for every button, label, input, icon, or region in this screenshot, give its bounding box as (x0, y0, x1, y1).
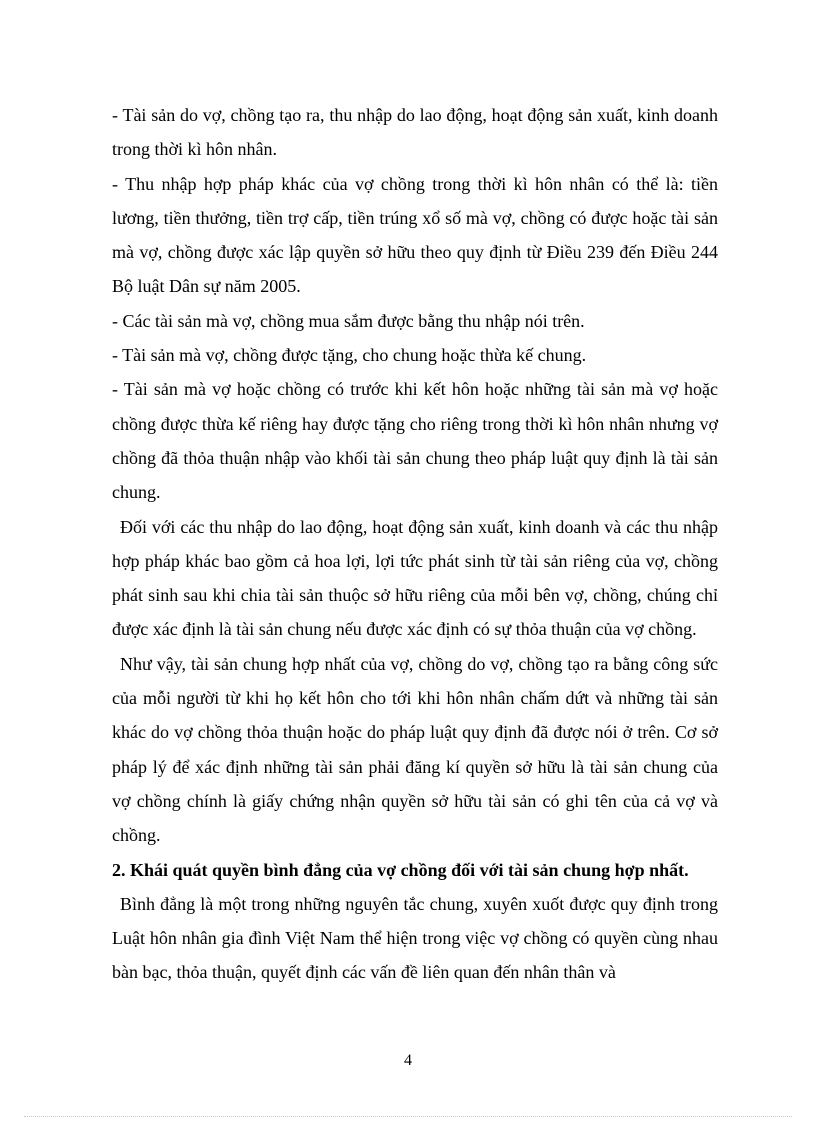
list-item: - Tài sản do vợ, chồng tạo ra, thu nhập do lao động, hoạt động sản xuất, kinh doanh trong thời kì hôn nhân. (112, 105, 718, 160)
list-item: - Thu nhập hợp pháp khác của vợ chồng trong thời kì hôn nhân có thể là: tiền lương, tiền thưởng, tiền trợ cấp, tiền trúng xổ số mà vợ, chồng có được hoặc tài sản mà vợ, chồng được xác lập quyền sở hữu theo quy định từ Điều 239 đến Điều 244 Bộ luật Dân sự năm 2005. (112, 173, 718, 297)
body-paragraph: Bình đẳng là một trong những nguyên tắc chung, xuyên xuốt được quy định trong Luật hôn nhân gia đình Việt Nam thể hiện trong việc vợ chồng có quyền cùng nhau bàn bạc, thỏa thuận, quyết định các vấn đề liên quan đến nhân thân và (112, 893, 718, 983)
page-number: 4 (404, 1052, 412, 1069)
list-item: - Tài sản mà vợ, chồng được tặng, cho chung hoặc thừa kế chung. (112, 345, 587, 366)
page-bottom-divider (24, 1116, 792, 1117)
list-item: - Tài sản mà vợ hoặc chồng có trước khi kết hôn hoặc những tài sản mà vợ hoặc chồng được thừa kế riêng hay được tặng cho riêng trong thời kì hôn nhân nhưng vợ chồng đã thỏa thuận nhập vào khối tài sản chung theo pháp luật quy định là tài sản chung. (112, 379, 718, 503)
document-body (112, 98, 718, 990)
section-heading: 2. Khái quát quyền bình đẳng của vợ chồng đối với tài sản chung hợp nhất. (112, 859, 689, 880)
list-item: - Các tài sản mà vợ, chồng mua sắm được bằng thu nhập nói trên. (112, 310, 585, 331)
body-paragraph: Đối với các thu nhập do lao động, hoạt động sản xuất, kinh doanh và các thu nhập hợp pháp khác bao gồm cả hoa lợi, lợi tức phát sinh từ tài sản riêng của vợ, chồng phát sinh sau khi chia tài sản thuộc sở hữu riêng của mỗi bên vợ, chồng, chúng chỉ được xác định là tài sản chung nếu được xác định có sự thỏa thuận của vợ chồng. (112, 516, 718, 640)
body-paragraph: Như vậy, tài sản chung hợp nhất của vợ, chồng do vợ, chồng tạo ra bằng công sức của mỗi người từ khi họ kết hôn cho tới khi hôn nhân chấm dứt và những tài sản khác do vợ chồng thỏa thuận hoặc do pháp luật quy định đã được nói ở trên. Cơ sở pháp lý để xác định những tài sản phải đăng kí quyền sở hữu là tài sản chung của vợ chồng chính là giấy chứng nhận quyền sở hữu tài sản có ghi tên của cả vợ và chồng. (112, 653, 718, 846)
